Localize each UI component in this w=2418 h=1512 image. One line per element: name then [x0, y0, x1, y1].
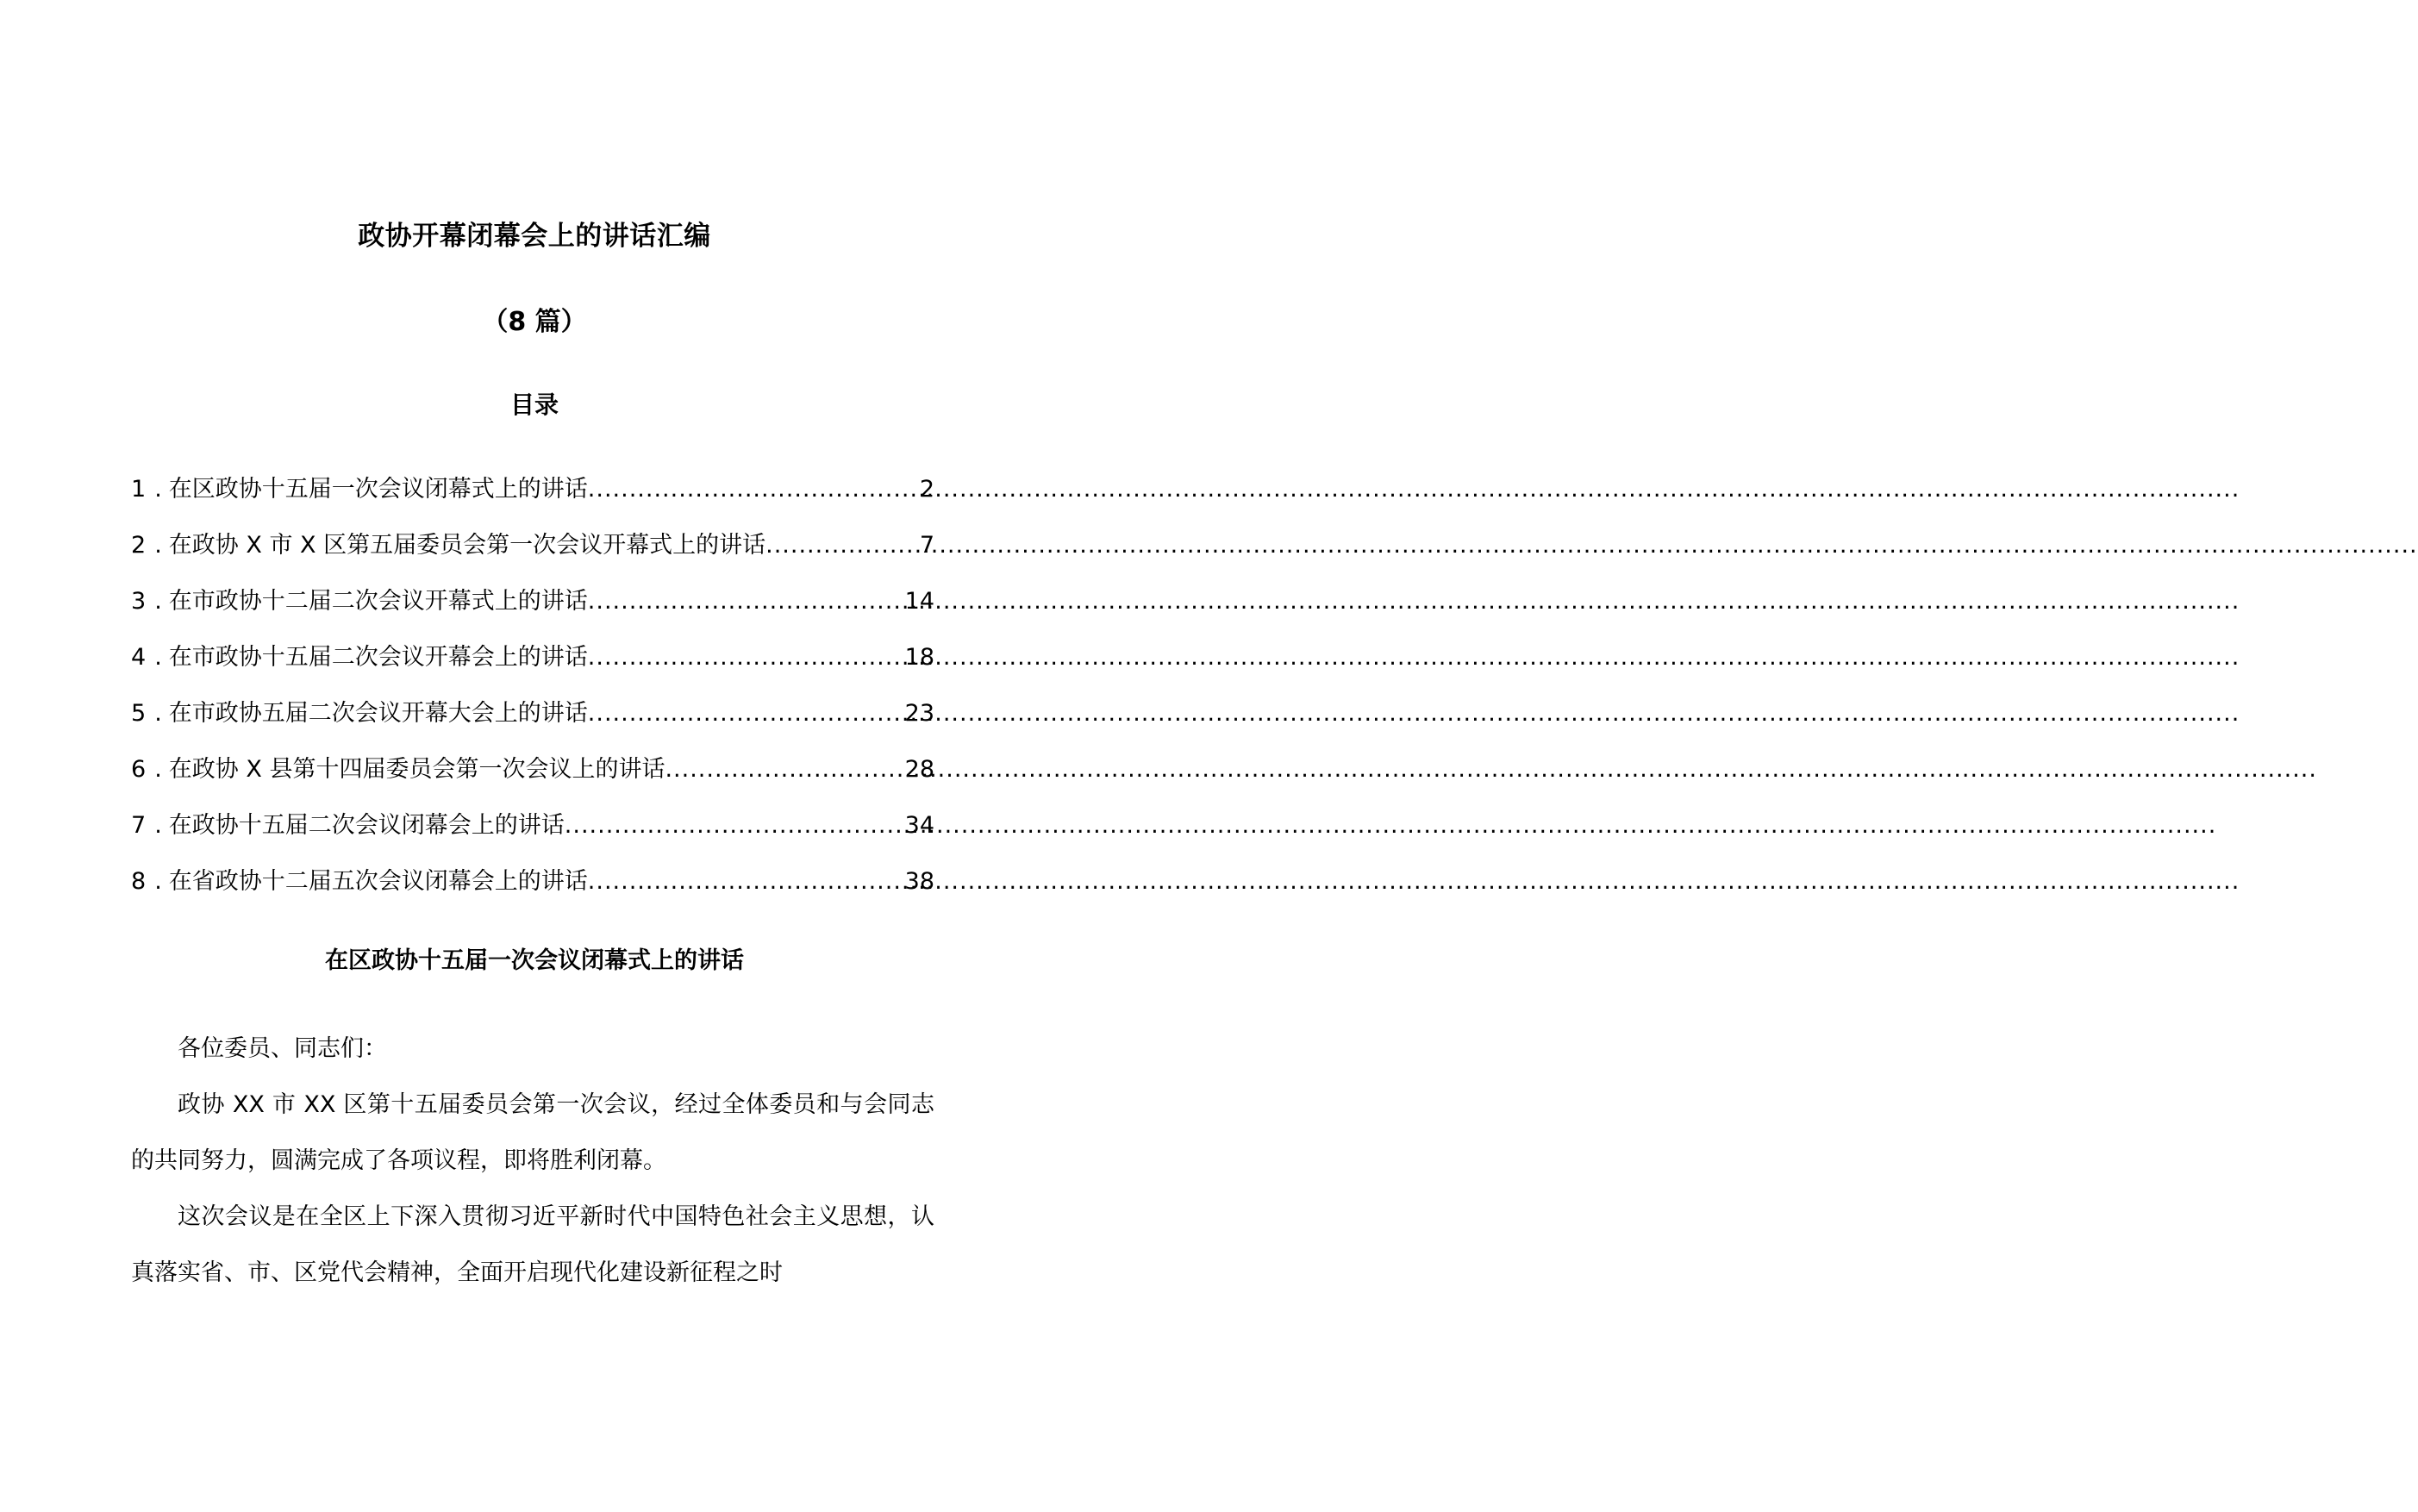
toc-dot-leader	[765, 527, 920, 565]
body-paragraph: 各位委员、同志们：	[178, 1035, 387, 1062]
toc-dot-leader	[588, 471, 920, 509]
toc-entry-title: 在政协 X 县第十四届委员会第一次会议上的讲话	[168, 756, 665, 783]
document-title: 政协开幕闭幕会上的讲话汇编	[358, 221, 711, 252]
toc-entry[interactable]	[131, 639, 934, 695]
toc-entry[interactable]	[131, 751, 934, 807]
toc-entry-page: 28	[904, 756, 934, 783]
toc-entry-separator: .	[154, 588, 162, 615]
document-page	[0, 0, 1069, 1512]
toc-entry[interactable]	[131, 863, 934, 919]
toc-entry-separator: .	[154, 476, 162, 503]
table-of-contents	[131, 471, 934, 919]
toc-entry-title: 在政协十五届二次会议闭幕会上的讲话	[168, 812, 565, 839]
toc-entry-number: 6	[131, 756, 147, 783]
document-subtitle: （8 篇）	[482, 307, 587, 337]
body-text	[131, 1021, 934, 1301]
toc-entry-separator: .	[154, 532, 162, 559]
toc-entry-title: 在区政协十五届一次会议闭幕式上的讲话	[168, 476, 588, 503]
toc-entry-number: 1	[131, 476, 147, 503]
body-paragraph: 这次会议是在全区上下深入贯彻习近平新时代中国特色社会主义思想，认真落实省、市、区党代会精神，全面开启现代化建设新征程之时	[131, 1203, 934, 1286]
toc-entry-number: 2	[131, 532, 147, 559]
toc-entry-title: 在市政协十二届二次会议开幕式上的讲话	[168, 588, 588, 615]
toc-entry-page: 2	[919, 476, 934, 503]
toc-entry-page: 23	[904, 700, 934, 727]
toc-entry-number: 5	[131, 700, 147, 727]
toc-entry-title: 在政协 X 市 X 区第五届委员会第一次会议开幕式上的讲话	[168, 532, 766, 559]
toc-entry-separator: .	[154, 756, 162, 783]
toc-entry-number: 7	[131, 812, 147, 839]
toc-entry-title: 在市政协五届二次会议开幕大会上的讲话	[168, 700, 588, 727]
toc-entry-page: 34	[904, 812, 934, 839]
toc-entry-separator: .	[154, 868, 162, 895]
toc-entry-separator: .	[154, 812, 162, 839]
toc-entry[interactable]	[131, 807, 934, 863]
toc-dot-leader	[665, 751, 904, 789]
toc-entry-page: 7	[919, 532, 934, 559]
toc-entry-separator: .	[154, 700, 162, 727]
toc-dot-leader	[588, 695, 905, 733]
toc-entry-title: 在市政协十五届二次会议开幕会上的讲话	[168, 644, 588, 671]
toc-dot-leader	[588, 583, 905, 621]
toc-entry-page: 18	[904, 644, 934, 671]
section-title: 在区政协十五届一次会议闭幕式上的讲话	[325, 947, 744, 974]
toc-dot-leader	[565, 807, 905, 845]
toc-entry[interactable]	[131, 527, 934, 583]
toc-dot-leader	[588, 863, 905, 901]
toc-entry[interactable]	[131, 583, 934, 639]
toc-entry-page: 38	[904, 868, 934, 895]
body-paragraph: 政协 XX 市 XX 区第十五届委员会第一次会议，经过全体委员和与会同志的共同努力，圆满完成了各项议程，即将胜利闭幕。	[131, 1091, 934, 1174]
toc-entry-separator: .	[154, 644, 162, 671]
toc-entry-title: 在省政协十二届五次会议闭幕会上的讲话	[168, 868, 588, 895]
toc-entry-page: 14	[904, 588, 934, 615]
toc-entry[interactable]	[131, 471, 934, 527]
toc-heading: 目录	[509, 390, 559, 419]
toc-entry[interactable]	[131, 695, 934, 751]
toc-entry-number: 4	[131, 644, 147, 671]
toc-dot-leader	[588, 639, 905, 677]
toc-entry-number: 8	[131, 868, 147, 895]
toc-entry-number: 3	[131, 588, 147, 615]
